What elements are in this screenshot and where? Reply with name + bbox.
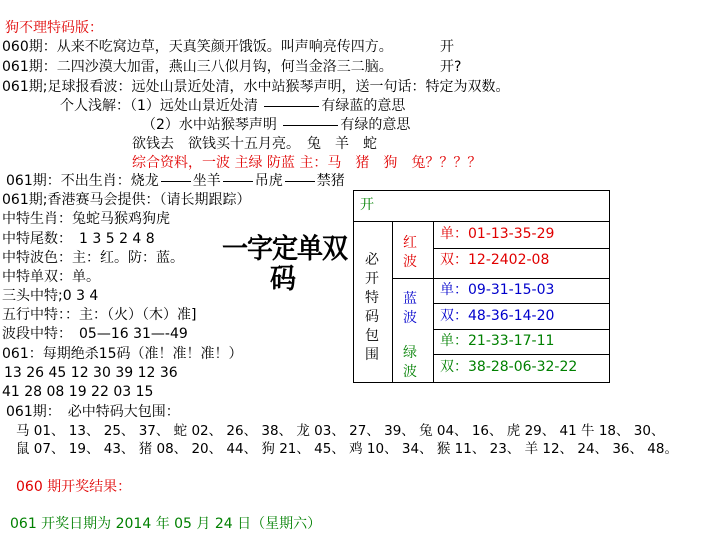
row-tag: 单： (440, 333, 468, 349)
line-061-a (2, 58, 393, 76)
table-row (440, 332, 554, 350)
divider (434, 329, 609, 330)
row-tag: 双： (440, 252, 468, 268)
dash-divider (285, 181, 315, 182)
big-title-second: 码 (270, 263, 296, 295)
list-item: 中特尾数： 1 3 5 2 4 8 (2, 231, 155, 247)
big-title: 一字定单双 (222, 233, 348, 265)
table-row (440, 281, 554, 299)
row-numbers: 09-31-15-03 (468, 282, 555, 298)
divider (434, 278, 609, 279)
table-row (440, 307, 554, 325)
table-head-label: 开 (360, 197, 374, 213)
personal-meaning: 有绿的意思 (340, 117, 411, 133)
list-item: 41 28 08 19 22 03 15 (2, 384, 154, 400)
bigbao-title: 061期： 必中特码大包围： (6, 404, 180, 420)
vertical-label: 必开特码包围 (365, 252, 379, 363)
result-mark: 开? (440, 59, 462, 75)
bushengxiao-prefix: 061期：不出生肖：烧龙 (6, 173, 159, 189)
row-numbers: 38-28-06-32-22 (468, 359, 578, 375)
bigbao-line-1: 马 01、 13、 25、 37、 蛇 02、 26、 38、 龙 03、 27、 39、 兔 04、 16、 虎 29、 41 牛 18、 30、 (16, 423, 665, 439)
row-numbers: 01-13-35-29 (468, 226, 555, 242)
table-color-col (393, 222, 434, 382)
personal-item-2 (142, 116, 410, 134)
row-numbers: 12-2402-08 (468, 252, 550, 268)
period-label: 061期; (2, 79, 48, 95)
riddle-text: 二四沙漠大加雷，燕山三八似月钩，何当金洛三二脑。 (56, 59, 393, 75)
personal-text: （2）水中站猴琴声明 (142, 117, 277, 133)
page-title: 狗不理特码版： (5, 20, 103, 36)
list-item: 中特生肖：兔蛇马猴鸡狗虎 (2, 211, 170, 227)
divider (434, 248, 609, 249)
riddle-text: 足球报看波：远处山景近处清，水中站猴琴声明，送一句话：特定为双数。 (47, 79, 510, 95)
divider (393, 278, 433, 279)
line-061-b (2, 78, 509, 96)
dash-divider (161, 181, 191, 182)
riddle-text: 从来不吃窝边草，天真笑颜开饿饭。叫声响亮传四方。 (56, 39, 393, 55)
list-item: 061：每期绝杀15码（准！准！准！） (2, 346, 243, 362)
personal-label: 个人浅解： (60, 98, 130, 114)
list-item: 波段中特： 05—16 31—-49 (2, 326, 188, 342)
table-row (440, 358, 577, 376)
dash-divider (283, 125, 338, 126)
bushengxiao-b: 吊虎 (254, 173, 283, 189)
result-title: 060 期开奖结果： (16, 479, 132, 495)
blue-wave-label: 蓝波 (403, 291, 419, 326)
special-code-table (353, 190, 610, 383)
list-item: 中特单双：单。 (2, 269, 100, 285)
bushengxiao-line (6, 172, 345, 190)
personal-text: （1）远处山景近处清 (130, 98, 258, 114)
row-tag: 单： (440, 226, 468, 242)
row-tag: 双： (440, 359, 468, 375)
dash-divider (264, 106, 319, 107)
row-tag: 双： (440, 308, 468, 324)
personal-item-1 (60, 97, 405, 115)
table-number-cells (434, 222, 609, 382)
line-060 (2, 38, 393, 56)
bushengxiao-a: 坐羊 (192, 173, 221, 189)
list-item: 13 26 45 12 30 39 12 36 (4, 365, 178, 381)
personal-item-3: 欲钱去 欲钱买十五月亮。 兔 羊 蛇 (132, 136, 377, 152)
table-col-label (354, 222, 393, 382)
list-item: 中特波色：主：红。防：蓝。 (2, 250, 184, 266)
bushengxiao-c: 禁猪 (316, 173, 345, 189)
summary-line: 综合资料，一波 主绿 防蓝 主：马 猪 狗 兔？？？？ (132, 155, 482, 171)
list-item: 三头中特;0 3 4 (2, 288, 99, 304)
personal-meaning: 有绿蓝的意思 (321, 98, 406, 114)
row-numbers: 48-36-14-20 (468, 308, 555, 324)
period-label: 061期： (2, 59, 57, 75)
green-wave-label: 绿波 (403, 345, 419, 380)
row-numbers: 21-33-17-11 (468, 333, 555, 349)
red-wave-label: 红波 (403, 235, 419, 270)
bigbao-line-2: 鼠 07、 19、 43、 猪 08、 20、 44、 狗 21、 45、 鸡 10、 34、 猴 11、 23、 羊 12、 24、 36、 48。 (16, 441, 678, 457)
list-item: 061期;香港赛马会提供：（请长期跟踪） (2, 192, 251, 208)
row-tag: 单： (440, 282, 468, 298)
table-head (354, 191, 609, 222)
table-row (440, 225, 554, 243)
dash-divider (223, 181, 253, 182)
result-mark: 开 (440, 39, 454, 55)
list-item: 五行中特：：主：（火）（木）准] (2, 307, 197, 323)
draw-date-line: 061 开奖日期为 2014 年 05 月 24 日（星期六） (10, 516, 322, 532)
period-label: 060期： (2, 39, 57, 55)
divider (434, 303, 609, 304)
table-row (440, 251, 549, 269)
divider (434, 354, 609, 355)
